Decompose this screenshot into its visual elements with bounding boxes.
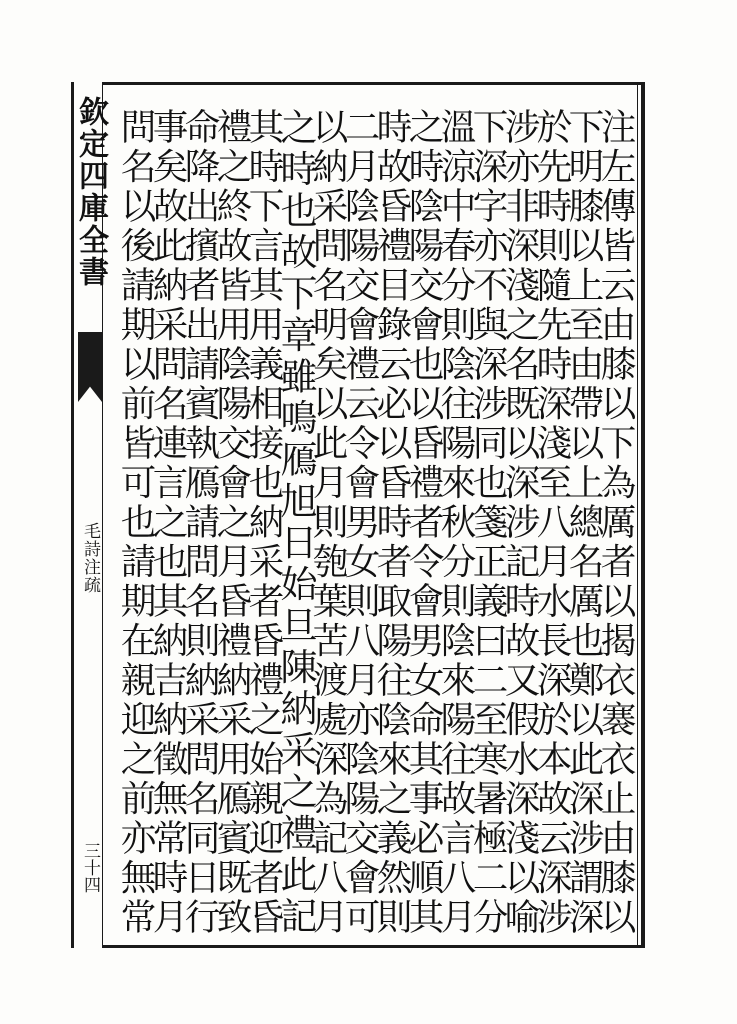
text-column-1: 注左傳皆云由膝以下為厲者以揭衣褰衣止由膝以: [595, 108, 636, 938]
text-column-14: 命降出擯者出請賓執鴈請問名則納采問名同日行: [179, 108, 220, 938]
fishtail-mark-icon: [78, 332, 102, 402]
text-column-4: 涉亦非深淺之名既以深涉記時故又假水深淺以喻: [499, 108, 540, 938]
text-column-8: 時故昏禮目錄云必以昏時者取陽往陰來之義然則: [371, 108, 412, 938]
text-column-3: 於先時則隨先時深淺至八月水長深於本故云深涉: [531, 108, 572, 938]
text-column-2: 下明膝以上至由帶以上總名厲也鄭以此深涉謂深: [563, 108, 604, 938]
text-column-12: 其時下言其用義相接也納采者昏禮之始親迎者昏: [243, 108, 284, 938]
text-column-9: 二月陰陽交會禮云令會男女則八月亦陰陽交會可: [339, 108, 380, 938]
text-column-10: 以納采問名明矣以此月則匏葉苦渡處深為記八月: [307, 108, 348, 938]
page-margin-column: [71, 82, 108, 948]
text-column-6: 溫涼中春分則陰往陽來秋分則陰來陽往故言八月: [435, 108, 476, 938]
collection-title: 欽定四庫全書: [73, 96, 108, 288]
text-column-11: 之時也故下章雖鳴鴈旭日始旦陳納采之禮此記: [274, 108, 317, 938]
text-column-15: 事矣故此納采問名連言之也其納吉納徵無常時月: [147, 108, 188, 938]
text-column-5: 下深字亦不與深涉同也箋正義曰二至寒暑極二分: [467, 108, 508, 938]
book-title: 毛詩注疏: [80, 522, 100, 594]
text-column-7: 之時陰陽交會也以昏禮者令會男女命其事必順其: [403, 108, 444, 938]
page-number: 三十四: [80, 842, 100, 893]
text-column-13: 禮之終故皆用陰陽交會之月昏禮納采用鴈賓既致: [211, 108, 252, 938]
text-column-16: 問名以後請期以前皆可也請期在親迎之前亦無常: [115, 108, 156, 938]
